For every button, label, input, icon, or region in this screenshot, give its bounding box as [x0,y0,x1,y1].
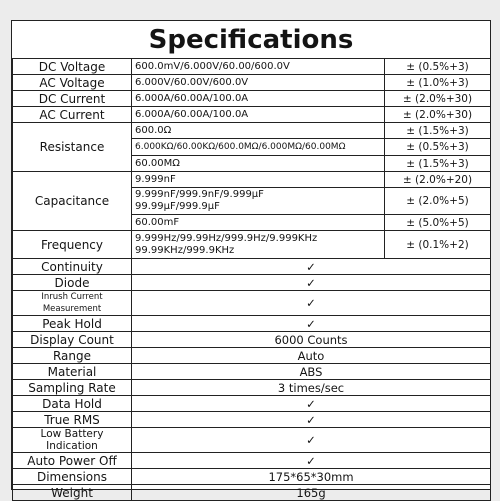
capacitance-tolerance-2: ± (2.0%+5) [385,188,491,215]
dc-current-label: DC Current [13,91,132,107]
capacitance-range-2b: 99.99μF/999.9μF [135,201,220,212]
ac-voltage-range: 6.000V/60.00V/600.0V [132,75,385,91]
continuity-check-icon: ✓ [132,259,491,275]
table-row [13,59,491,75]
capacitance-range-1: 9.999nF [132,172,385,188]
capacitance-range-3: 60.00mF [132,215,385,231]
ac-current-tolerance: ± (2.0%+30) [385,107,491,123]
range-value: Auto [132,348,491,364]
ac-current-range: 6.000A/60.00A/100.0A [132,107,385,123]
spec-sheet [11,20,491,500]
capacitance-range-2 [132,188,385,215]
spec-table [12,58,491,501]
table-row [13,364,491,380]
frequency-label: Frequency [13,231,132,259]
frequency-range [132,231,385,259]
table-row [13,412,491,428]
continuity-label: Continuity [13,259,132,275]
table-row [13,275,491,291]
table-row [13,428,491,453]
table-row [13,380,491,396]
dc-voltage-tolerance: ± (0.5%+3) [385,59,491,75]
display-count-value: 6000 Counts [132,332,491,348]
table-row [13,231,491,259]
table-row [13,107,491,123]
resistance-tolerance-2: ± (0.5%+3) [385,139,491,156]
dimensions-value: 175*65*30mm [132,469,491,485]
ac-voltage-label: AC Voltage [13,75,132,91]
table-row [13,259,491,275]
sampling-rate-label: Sampling Rate [13,380,132,396]
sampling-rate-value: 3 times/sec [132,380,491,396]
table-row [13,332,491,348]
dimensions-label: Dimensions [13,469,132,485]
capacitance-range-2a: 9.999nF/999.9nF/9.999μF [135,189,264,200]
material-label: Material [13,364,132,380]
capacitance-tolerance-1: ± (2.0%+20) [385,172,491,188]
dc-current-tolerance: ± (2.0%+30) [385,91,491,107]
diode-check-icon: ✓ [132,275,491,291]
data-hold-check-icon: ✓ [132,396,491,412]
resistance-tolerance-3: ± (1.5%+3) [385,156,491,172]
resistance-range-2: 6.000KΩ/60.00KΩ/600.0MΩ/6.000MΩ/60.00MΩ [132,139,385,156]
display-count-label: Display Count [13,332,132,348]
table-row [13,469,491,485]
auto-power-off-label: Auto Power Off [13,453,132,469]
data-hold-label: Data Hold [13,396,132,412]
table-row [13,291,491,316]
auto-power-off-check-icon: ✓ [132,453,491,469]
table-row [13,123,491,139]
table-row [13,485,491,501]
true-rms-label: True RMS [13,412,132,428]
dc-voltage-label: DC Voltage [13,59,132,75]
resistance-tolerance-1: ± (1.5%+3) [385,123,491,139]
table-row [13,75,491,91]
table-row [13,91,491,107]
low-battery-check-icon: ✓ [132,428,491,453]
capacitance-label: Capacitance [13,172,132,231]
true-rms-check-icon: ✓ [132,412,491,428]
table-row [13,172,491,188]
table-row [13,348,491,364]
inrush-label: Inrush Current Measurement [13,291,132,316]
resistance-range-1: 600.0Ω [132,123,385,139]
low-battery-label: Low Battery Indication [13,428,132,453]
peak-hold-label: Peak Hold [13,316,132,332]
frequency-tolerance: ± (0.1%+2) [385,231,491,259]
capacitance-tolerance-3: ± (5.0%+5) [385,215,491,231]
resistance-range-3: 60.00MΩ [132,156,385,172]
material-value: ABS [132,364,491,380]
frequency-range-b: 99.99KHz/999.9KHz [135,244,235,256]
page-title: Specifications [12,21,490,59]
weight-value: 165g [132,485,491,501]
frequency-range-a: 9.999Hz/99.99Hz/999.9Hz/9.999KHz [135,232,318,244]
resistance-label: Resistance [13,123,132,172]
weight-label: Weight [13,485,132,501]
peak-hold-check-icon: ✓ [132,316,491,332]
table-row [13,453,491,469]
range-label: Range [13,348,132,364]
ac-current-label: AC Current [13,107,132,123]
dc-voltage-range: 600.0mV/6.000V/60.00/600.0V [132,59,385,75]
table-row [13,396,491,412]
inrush-check-icon: ✓ [132,291,491,316]
dc-current-range: 6.000A/60.00A/100.0A [132,91,385,107]
diode-label: Diode [13,275,132,291]
ac-voltage-tolerance: ± (1.0%+3) [385,75,491,91]
table-row [13,316,491,332]
